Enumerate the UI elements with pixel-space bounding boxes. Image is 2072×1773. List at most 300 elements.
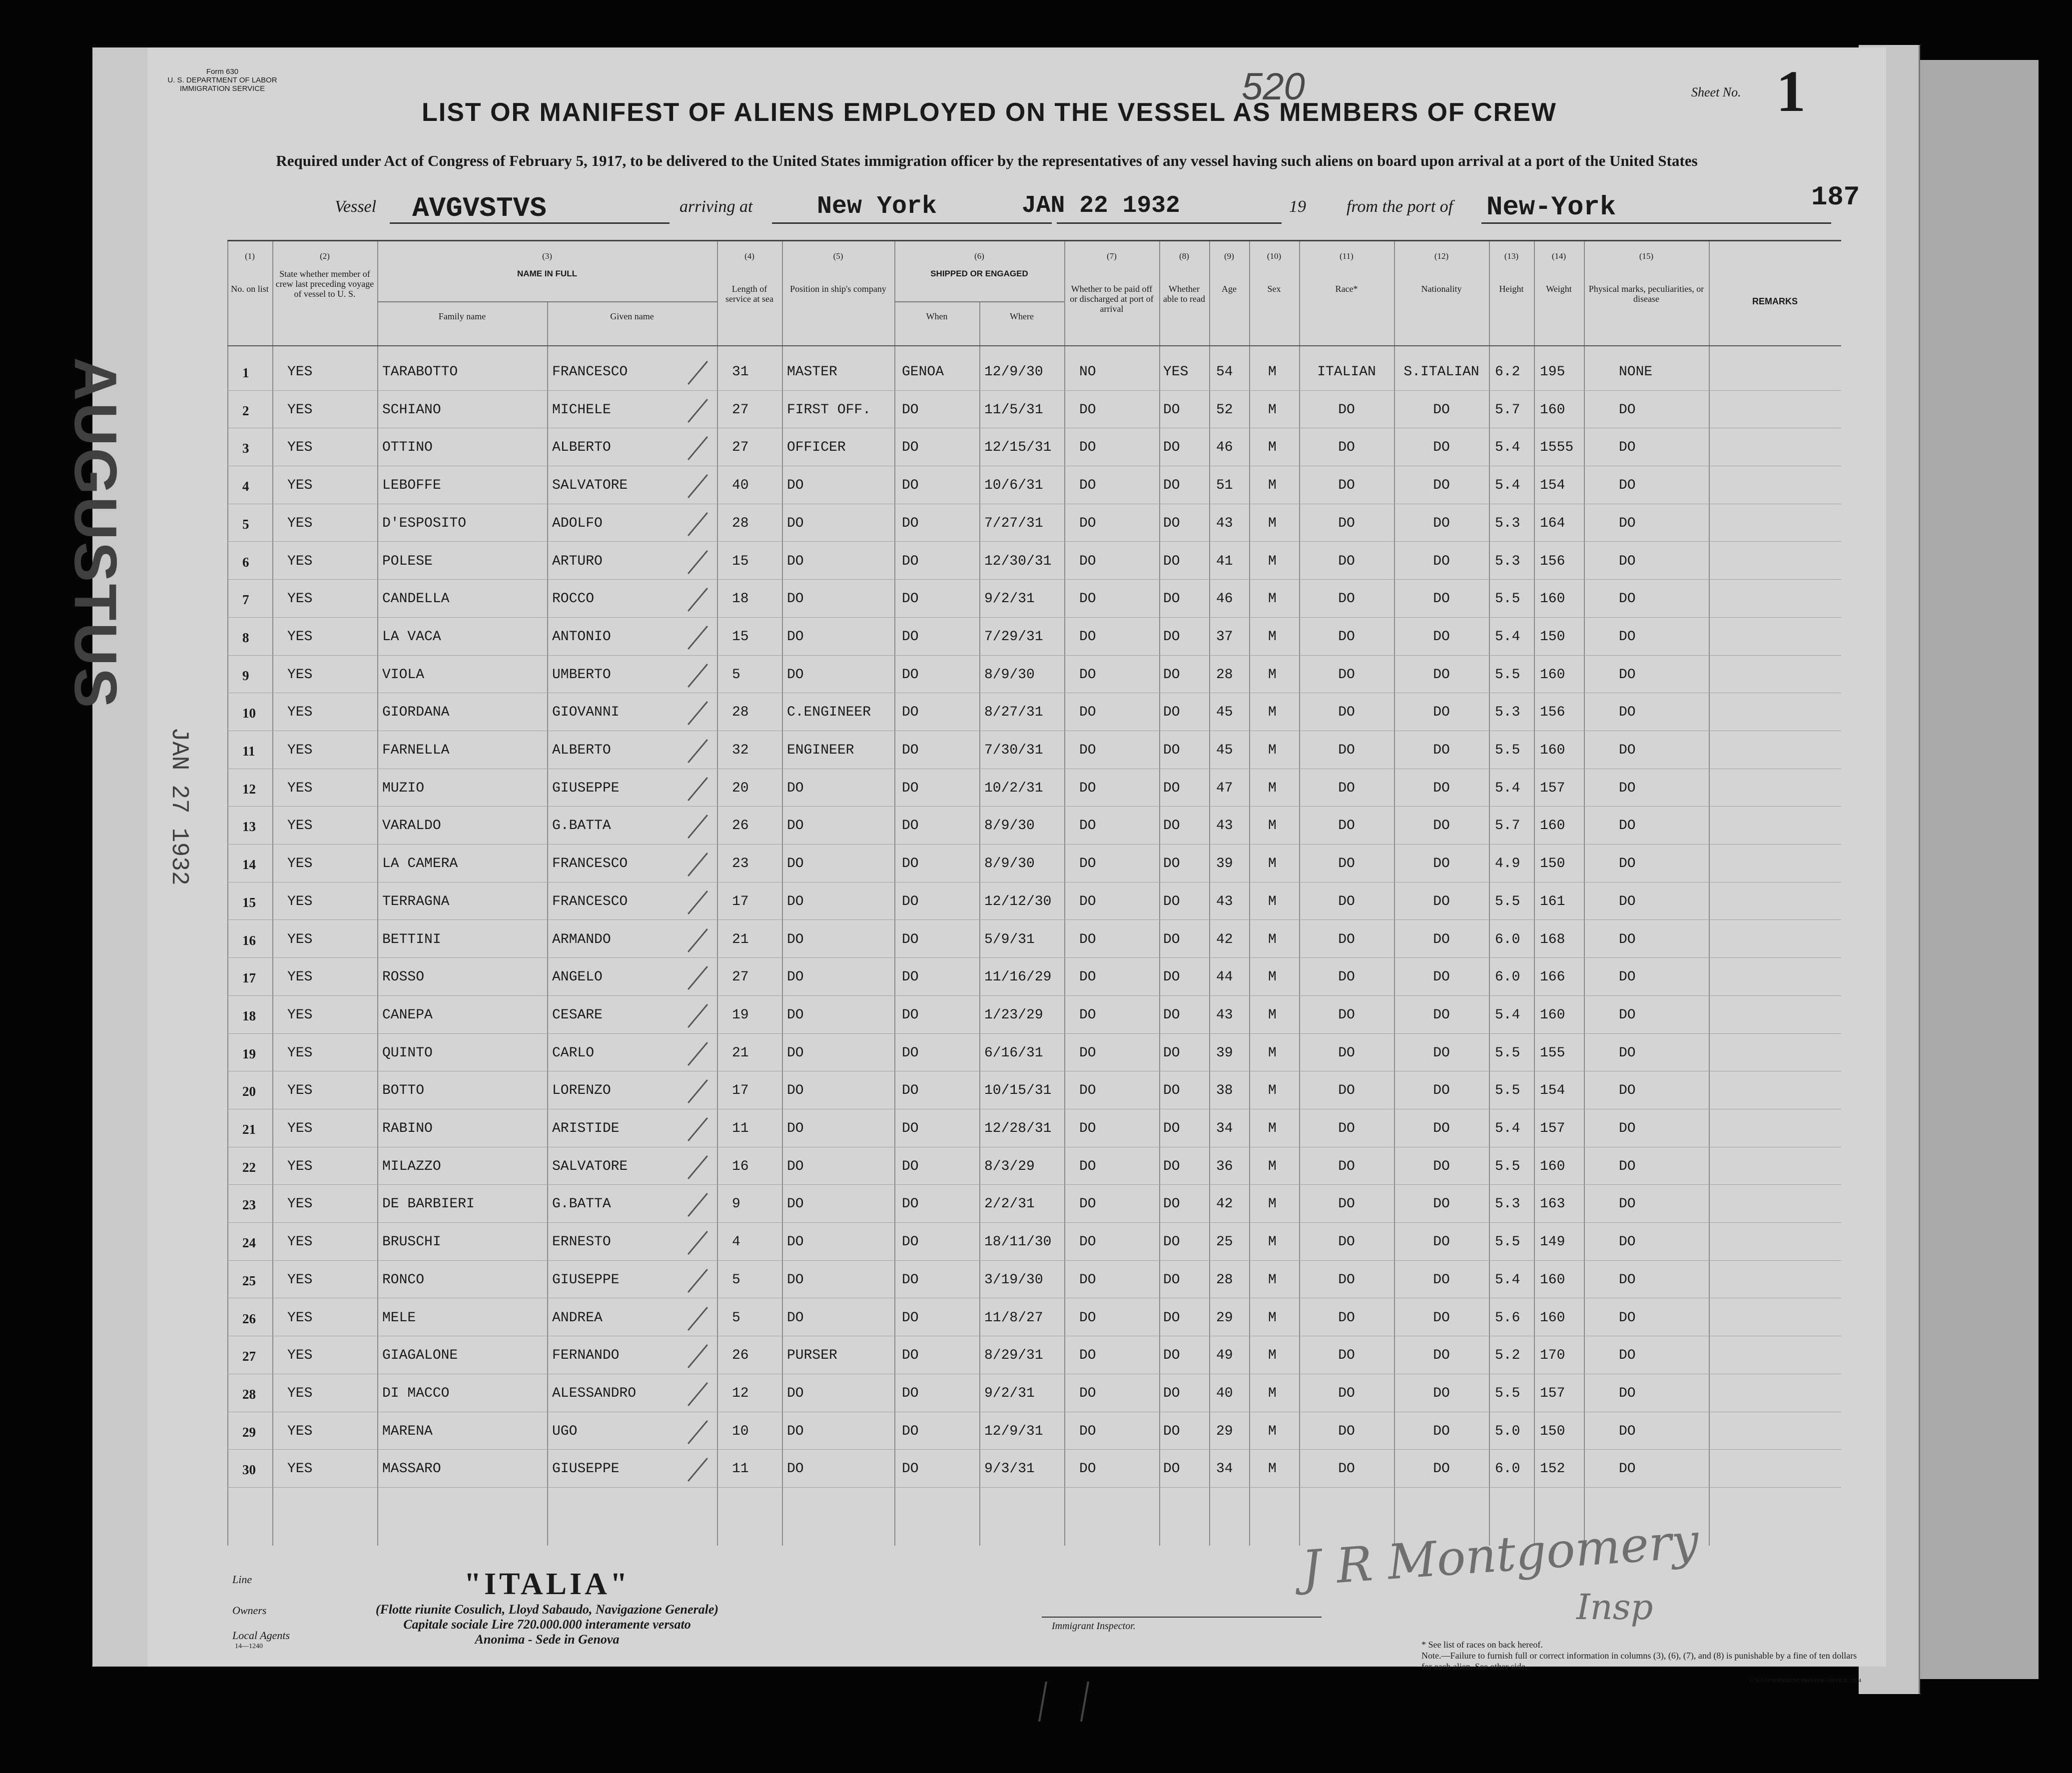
cell-service: 20 xyxy=(732,780,749,796)
cell-read: DO xyxy=(1163,1272,1180,1288)
column-number: (10) xyxy=(1267,251,1282,261)
cell-marks: DO xyxy=(1619,402,1636,418)
column-number: (1) xyxy=(245,251,255,261)
row-number: 23 xyxy=(242,1197,256,1213)
cell-when: DO xyxy=(902,1158,919,1174)
vessel-stamp: AUGUSTUS xyxy=(62,357,129,710)
cell-when: DO xyxy=(902,478,919,494)
cell-given: FRANCESCO xyxy=(552,856,628,872)
cell-prev: YES xyxy=(287,931,313,947)
check-mark xyxy=(688,928,708,952)
table-row xyxy=(227,355,1841,393)
cell-read: DO xyxy=(1163,743,1180,758)
cell-height: 5.7 xyxy=(1495,402,1520,418)
date-underline xyxy=(1057,222,1282,224)
row-rule xyxy=(227,1184,1841,1185)
cell-given: ANGELO xyxy=(552,969,603,985)
arrival-date: JAN 22 1932 xyxy=(1022,192,1180,219)
cell-sex: M xyxy=(1268,591,1277,607)
cell-age: 46 xyxy=(1216,440,1233,456)
cell-family: TERRAGNA xyxy=(382,893,450,909)
cell-age: 29 xyxy=(1216,1310,1233,1326)
cell-given: GIUSEPPE xyxy=(552,1272,620,1288)
cell-family: CANEPA xyxy=(382,1007,433,1023)
cell-family: MARENA xyxy=(382,1423,433,1439)
cell-marks: DO xyxy=(1619,1385,1636,1401)
cell-height: 5.6 xyxy=(1495,1310,1520,1326)
cell-given: LORENZO xyxy=(552,1083,611,1099)
page-number: 187 xyxy=(1811,182,1860,213)
cell-paid: DO xyxy=(1079,591,1096,607)
cell-where: 12/9/30 xyxy=(984,364,1043,380)
cell-race: DO xyxy=(1338,667,1355,683)
cell-sex: M xyxy=(1268,1461,1277,1477)
cell-prev: YES xyxy=(287,1045,313,1061)
row-rule xyxy=(227,1222,1841,1223)
cell-where: 1/23/29 xyxy=(984,1007,1043,1023)
cell-height: 5.4 xyxy=(1495,478,1520,494)
cell-prev: YES xyxy=(287,893,313,909)
column-header: SHIPPED OR ENGAGED xyxy=(930,269,1028,278)
cell-marks: DO xyxy=(1619,1272,1636,1288)
cell-height: 5.4 xyxy=(1495,1121,1520,1136)
cell-sex: M xyxy=(1268,629,1277,645)
row-number: 15 xyxy=(242,894,256,910)
cell-prev: YES xyxy=(287,515,313,531)
cell-when: DO xyxy=(902,1385,919,1401)
cell-weight: 156 xyxy=(1540,553,1565,569)
cell-read: DO xyxy=(1163,1007,1180,1023)
cell-weight: 157 xyxy=(1540,1121,1565,1136)
company-capital: Capitale sociale Lire 720.000.000 interamente versato xyxy=(403,1617,691,1632)
cell-service: 15 xyxy=(732,553,749,569)
cell-race: ITALIAN xyxy=(1317,364,1376,380)
cell-sex: M xyxy=(1268,1083,1277,1099)
cell-service: 26 xyxy=(732,818,749,834)
cell-given: ARISTIDE xyxy=(552,1121,620,1136)
cell-height: 5.4 xyxy=(1495,440,1520,456)
cell-where: 7/30/31 xyxy=(984,743,1043,758)
cell-service: 5 xyxy=(732,1272,740,1288)
check-mark xyxy=(688,1117,708,1141)
line-label: Line xyxy=(232,1573,252,1586)
cell-race: DO xyxy=(1338,1196,1355,1212)
column-number: (7) xyxy=(1107,251,1117,261)
table-row xyxy=(227,545,1841,583)
cell-height: 5.5 xyxy=(1495,667,1520,683)
cell-age: 52 xyxy=(1216,402,1233,418)
cell-prev: YES xyxy=(287,1348,313,1364)
cell-marks: DO xyxy=(1619,818,1636,834)
cell-marks: DO xyxy=(1619,1348,1636,1364)
cell-race: DO xyxy=(1338,1083,1355,1099)
vessel-label: Vessel xyxy=(335,197,377,216)
cell-read: DO xyxy=(1163,667,1180,683)
penalty-note: Note.—Failure to furnish full or correct information in columns (3), (6), (7), and (8) is punishable by a fine of ten dollars for each alien. See other side. xyxy=(1421,1651,1857,1672)
cell-paid: DO xyxy=(1079,1272,1096,1288)
service-name: IMMIGRATION SERVICE xyxy=(179,84,265,93)
row-number: 13 xyxy=(242,819,256,835)
cell-paid: DO xyxy=(1079,893,1096,909)
cell-prev: YES xyxy=(287,402,313,418)
cell-where: 11/8/27 xyxy=(984,1310,1043,1326)
cell-service: 9 xyxy=(732,1196,740,1212)
cell-weight: 160 xyxy=(1540,402,1565,418)
cell-nationality: DO xyxy=(1433,1045,1450,1061)
row-rule xyxy=(227,919,1841,920)
cell-prev: YES xyxy=(287,1234,313,1250)
cell-height: 5.3 xyxy=(1495,553,1520,569)
cell-prev: YES xyxy=(287,1385,313,1401)
cell-where: 12/9/31 xyxy=(984,1423,1043,1439)
cell-marks: DO xyxy=(1619,515,1636,531)
cell-when: DO xyxy=(902,1234,919,1250)
cell-weight: 163 xyxy=(1540,1196,1565,1212)
table-row xyxy=(227,582,1841,620)
inspector-label: Immigrant Inspector. xyxy=(1052,1621,1136,1632)
row-number: 5 xyxy=(242,516,249,532)
cell-race: DO xyxy=(1338,1007,1355,1023)
row-number: 2 xyxy=(242,403,249,418)
cell-read: DO xyxy=(1163,1310,1180,1326)
cell-position: C.ENGINEER xyxy=(787,705,871,721)
cell-age: 54 xyxy=(1216,364,1233,380)
arriving-port: New York xyxy=(817,192,937,221)
cell-family: VIOLA xyxy=(382,667,425,683)
cell-read: DO xyxy=(1163,629,1180,645)
cell-prev: YES xyxy=(287,1083,313,1099)
cell-nationality: DO xyxy=(1433,629,1450,645)
table-row xyxy=(227,1452,1841,1490)
cell-position: DO xyxy=(787,478,804,494)
row-rule xyxy=(227,1449,1841,1450)
cell-marks: DO xyxy=(1619,1234,1636,1250)
column-number: (8) xyxy=(1179,251,1189,261)
cell-family: POLESE xyxy=(382,553,433,569)
cell-nationality: DO xyxy=(1433,1423,1450,1439)
cell-age: 39 xyxy=(1216,856,1233,872)
cell-when: DO xyxy=(902,667,919,683)
check-mark xyxy=(688,626,708,650)
cell-service: 11 xyxy=(732,1121,749,1136)
cell-nationality: DO xyxy=(1433,1234,1450,1250)
cell-where: 2/2/31 xyxy=(984,1196,1035,1212)
cell-age: 51 xyxy=(1216,478,1233,494)
cell-given: G.BATTA xyxy=(552,818,611,834)
cell-paid: DO xyxy=(1079,1158,1096,1174)
row-rule xyxy=(227,995,1841,996)
cell-race: DO xyxy=(1338,893,1355,909)
cell-height: 5.5 xyxy=(1495,1045,1520,1061)
table-row xyxy=(227,734,1841,772)
cell-where: 9/2/31 xyxy=(984,1385,1035,1401)
cell-age: 29 xyxy=(1216,1423,1233,1439)
cell-position: OFFICER xyxy=(787,440,846,456)
cell-where: 9/2/31 xyxy=(984,591,1035,607)
cell-marks: DO xyxy=(1619,856,1636,872)
column-header: Length of service at sea xyxy=(725,284,773,304)
cell-marks: DO xyxy=(1619,780,1636,796)
cell-service: 21 xyxy=(732,931,749,947)
cell-given: ARMANDO xyxy=(552,931,611,947)
row-number: 28 xyxy=(242,1386,256,1402)
subcolumn-header: Where xyxy=(1010,311,1034,321)
cell-family: MASSARO xyxy=(382,1461,441,1477)
cell-nationality: DO xyxy=(1433,1385,1450,1401)
cell-age: 25 xyxy=(1216,1234,1233,1250)
table-row xyxy=(227,1263,1841,1301)
cell-when: GENOA xyxy=(902,364,944,380)
table-row xyxy=(227,998,1841,1036)
cell-height: 5.5 xyxy=(1495,1083,1520,1099)
cell-prev: YES xyxy=(287,1310,313,1326)
cell-sex: M xyxy=(1268,705,1277,721)
cell-paid: DO xyxy=(1079,1234,1096,1250)
cell-where: 11/5/31 xyxy=(984,402,1043,418)
cell-age: 28 xyxy=(1216,1272,1233,1288)
cell-read: YES xyxy=(1163,364,1189,380)
cell-when: DO xyxy=(902,515,919,531)
cell-when: DO xyxy=(902,1007,919,1023)
table-row xyxy=(227,847,1841,885)
check-mark xyxy=(688,1155,708,1179)
cell-paid: DO xyxy=(1079,931,1096,947)
column-header: No. on list xyxy=(231,284,269,294)
column-header: Position in ship's company xyxy=(790,284,886,294)
cell-read: DO xyxy=(1163,893,1180,909)
cell-marks: DO xyxy=(1619,1423,1636,1439)
cell-paid: DO xyxy=(1079,1083,1096,1099)
cell-family: DI MACCO xyxy=(382,1385,450,1401)
cell-when: DO xyxy=(902,1272,919,1288)
cell-when: DO xyxy=(902,969,919,985)
cell-where: 10/2/31 xyxy=(984,780,1043,796)
cell-marks: DO xyxy=(1619,969,1636,985)
cell-position: DO xyxy=(787,553,804,569)
cell-sex: M xyxy=(1268,1348,1277,1364)
table-row xyxy=(227,1187,1841,1225)
cell-where: 12/28/31 xyxy=(984,1121,1052,1136)
cell-sex: M xyxy=(1268,893,1277,909)
cell-height: 5.2 xyxy=(1495,1348,1520,1364)
cell-family: MELE xyxy=(382,1310,416,1326)
cell-nationality: DO xyxy=(1433,969,1450,985)
date-stamp: JAN 27 1932 xyxy=(165,727,192,886)
cell-race: DO xyxy=(1338,1385,1355,1401)
cell-age: 45 xyxy=(1216,705,1233,721)
cell-prev: YES xyxy=(287,553,313,569)
column-number: (13) xyxy=(1504,251,1519,261)
vessel-name: AVGVSTVS xyxy=(412,192,547,224)
cell-marks: NONE xyxy=(1619,364,1653,380)
cell-sex: M xyxy=(1268,402,1277,418)
cell-paid: DO xyxy=(1079,478,1096,494)
cell-paid: DO xyxy=(1079,553,1096,569)
cell-service: 18 xyxy=(732,591,749,607)
cell-position: DO xyxy=(787,1234,804,1250)
cell-service: 32 xyxy=(732,743,749,758)
cell-height: 5.3 xyxy=(1495,1196,1520,1212)
from-port-label: from the port of xyxy=(1347,197,1453,216)
cell-service: 17 xyxy=(732,893,749,909)
cell-where: 10/6/31 xyxy=(984,478,1043,494)
cell-nationality: DO xyxy=(1433,478,1450,494)
cell-nationality: DO xyxy=(1433,1461,1450,1477)
row-number: 17 xyxy=(242,970,256,986)
cell-read: DO xyxy=(1163,1234,1180,1250)
table-row xyxy=(227,696,1841,734)
cell-race: DO xyxy=(1338,743,1355,758)
cell-given: UMBERTO xyxy=(552,667,611,683)
check-mark xyxy=(688,1269,708,1293)
cell-paid: DO xyxy=(1079,440,1096,456)
cell-position: MASTER xyxy=(787,364,837,380)
subcolumn-header: Family name xyxy=(438,311,486,321)
row-number: 1 xyxy=(242,365,249,380)
column-header: Whether able to read xyxy=(1163,284,1205,304)
column-header: REMARKS xyxy=(1752,296,1798,306)
row-rule xyxy=(227,1033,1841,1034)
cell-given: CESARE xyxy=(552,1007,603,1023)
check-mark xyxy=(688,588,708,612)
table-row xyxy=(227,1036,1841,1074)
cell-position: DO xyxy=(787,1007,804,1023)
sheet-margin xyxy=(92,47,147,1667)
cell-given: GIOVANNI xyxy=(552,705,620,721)
binder-hole xyxy=(155,1674,172,1691)
cell-weight: 160 xyxy=(1540,1272,1565,1288)
table-row xyxy=(227,431,1841,469)
cell-read: DO xyxy=(1163,591,1180,607)
cell-race: DO xyxy=(1338,629,1355,645)
cell-sex: M xyxy=(1268,969,1277,985)
document-title: LIST OR MANIFEST OF ALIENS EMPLOYED ON THE VESSEL AS MEMBERS OF CREW xyxy=(422,98,1557,127)
cell-read: DO xyxy=(1163,1385,1180,1401)
cell-prev: YES xyxy=(287,1196,313,1212)
column-number: (4) xyxy=(744,251,754,261)
cell-height: 5.7 xyxy=(1495,818,1520,834)
table-row xyxy=(227,1415,1841,1453)
cell-given: FERNANDO xyxy=(552,1348,620,1364)
cell-when: DO xyxy=(902,402,919,418)
cell-age: 34 xyxy=(1216,1121,1233,1136)
cell-service: 19 xyxy=(732,1007,749,1023)
cell-sex: M xyxy=(1268,743,1277,758)
column-number: (2) xyxy=(320,251,330,261)
row-number: 14 xyxy=(242,857,256,873)
cell-read: DO xyxy=(1163,1348,1180,1364)
form-number: Form 630 xyxy=(206,67,239,76)
cell-height: 5.4 xyxy=(1495,1272,1520,1288)
cell-paid: DO xyxy=(1079,1423,1096,1439)
cell-where: 8/29/31 xyxy=(984,1348,1043,1364)
cell-race: DO xyxy=(1338,1045,1355,1061)
department-name: U. S. DEPARTMENT OF LABOR xyxy=(167,76,277,84)
cell-position: ENGINEER xyxy=(787,743,854,758)
cell-height: 5.5 xyxy=(1495,1158,1520,1174)
cell-sex: M xyxy=(1268,1045,1277,1061)
cell-sex: M xyxy=(1268,364,1277,380)
cell-prev: YES xyxy=(287,440,313,456)
cell-read: DO xyxy=(1163,1461,1180,1477)
check-mark xyxy=(688,1307,708,1331)
cell-height: 5.3 xyxy=(1495,705,1520,721)
cell-when: DO xyxy=(902,780,919,796)
cell-race: DO xyxy=(1338,1310,1355,1326)
cell-paid: DO xyxy=(1079,1121,1096,1136)
cell-given: ALBERTO xyxy=(552,743,611,758)
cell-given: MICHELE xyxy=(552,402,611,418)
cell-prev: YES xyxy=(287,1121,313,1136)
cell-nationality: DO xyxy=(1433,856,1450,872)
cell-marks: DO xyxy=(1619,705,1636,721)
cell-marks: DO xyxy=(1619,1007,1636,1023)
column-number: (9) xyxy=(1224,251,1234,261)
cell-height: 5.0 xyxy=(1495,1423,1520,1439)
cell-paid: DO xyxy=(1079,1196,1096,1212)
cell-age: 43 xyxy=(1216,818,1233,834)
column-header: Height xyxy=(1499,284,1524,294)
check-mark xyxy=(688,1042,708,1066)
manifest-sheet xyxy=(62,47,1886,1684)
cell-age: 47 xyxy=(1216,780,1233,796)
cell-given: FRANCESCO xyxy=(552,893,628,909)
row-number: 18 xyxy=(242,1008,256,1023)
cell-where: 8/9/30 xyxy=(984,667,1035,683)
cell-prev: YES xyxy=(287,1158,313,1174)
inspector-signature: J R Montgomery xyxy=(1300,1513,1701,1597)
cell-when: DO xyxy=(902,1461,919,1477)
row-number: 29 xyxy=(242,1424,256,1440)
cell-sex: M xyxy=(1268,1121,1277,1136)
cell-family: LEBOFFE xyxy=(382,478,441,494)
cell-sex: M xyxy=(1268,667,1277,683)
sheet-number-label: Sheet No. xyxy=(1691,85,1741,99)
from-port-underline xyxy=(1481,222,1831,224)
column-number: (12) xyxy=(1434,251,1449,261)
cell-marks: DO xyxy=(1619,743,1636,758)
cell-service: 12 xyxy=(732,1385,749,1401)
arriving-underline xyxy=(772,222,1052,224)
cell-nationality: DO xyxy=(1433,1310,1450,1326)
table-row xyxy=(227,1339,1841,1377)
cell-age: 36 xyxy=(1216,1158,1233,1174)
cell-marks: DO xyxy=(1619,591,1636,607)
check-mark xyxy=(688,853,708,877)
owners-name: (Flotte riunite Cosulich, Lloyd Sabaudo, Navigazione Generale) xyxy=(375,1602,719,1617)
cell-given: ERNESTO xyxy=(552,1234,611,1250)
cell-marks: DO xyxy=(1619,1121,1636,1136)
cell-read: DO xyxy=(1163,440,1180,456)
binder-hole xyxy=(74,954,91,971)
cell-family: BETTINI xyxy=(382,931,441,947)
check-mark xyxy=(688,1382,708,1406)
row-number: 30 xyxy=(242,1462,256,1478)
cell-sex: M xyxy=(1268,1272,1277,1288)
cell-race: DO xyxy=(1338,780,1355,796)
cell-weight: 160 xyxy=(1540,1007,1565,1023)
cell-where: 9/3/31 xyxy=(984,1461,1035,1477)
cell-given: SALVATORE xyxy=(552,1158,628,1174)
row-rule xyxy=(227,390,1841,391)
year-label: 19 xyxy=(1289,197,1306,216)
cell-nationality: S.ITALIAN xyxy=(1403,364,1479,380)
cell-service: 27 xyxy=(732,402,749,418)
cell-age: 41 xyxy=(1216,553,1233,569)
cell-marks: DO xyxy=(1619,440,1636,456)
column-header: Nationality xyxy=(1421,284,1462,294)
column-header: Sex xyxy=(1267,284,1281,294)
